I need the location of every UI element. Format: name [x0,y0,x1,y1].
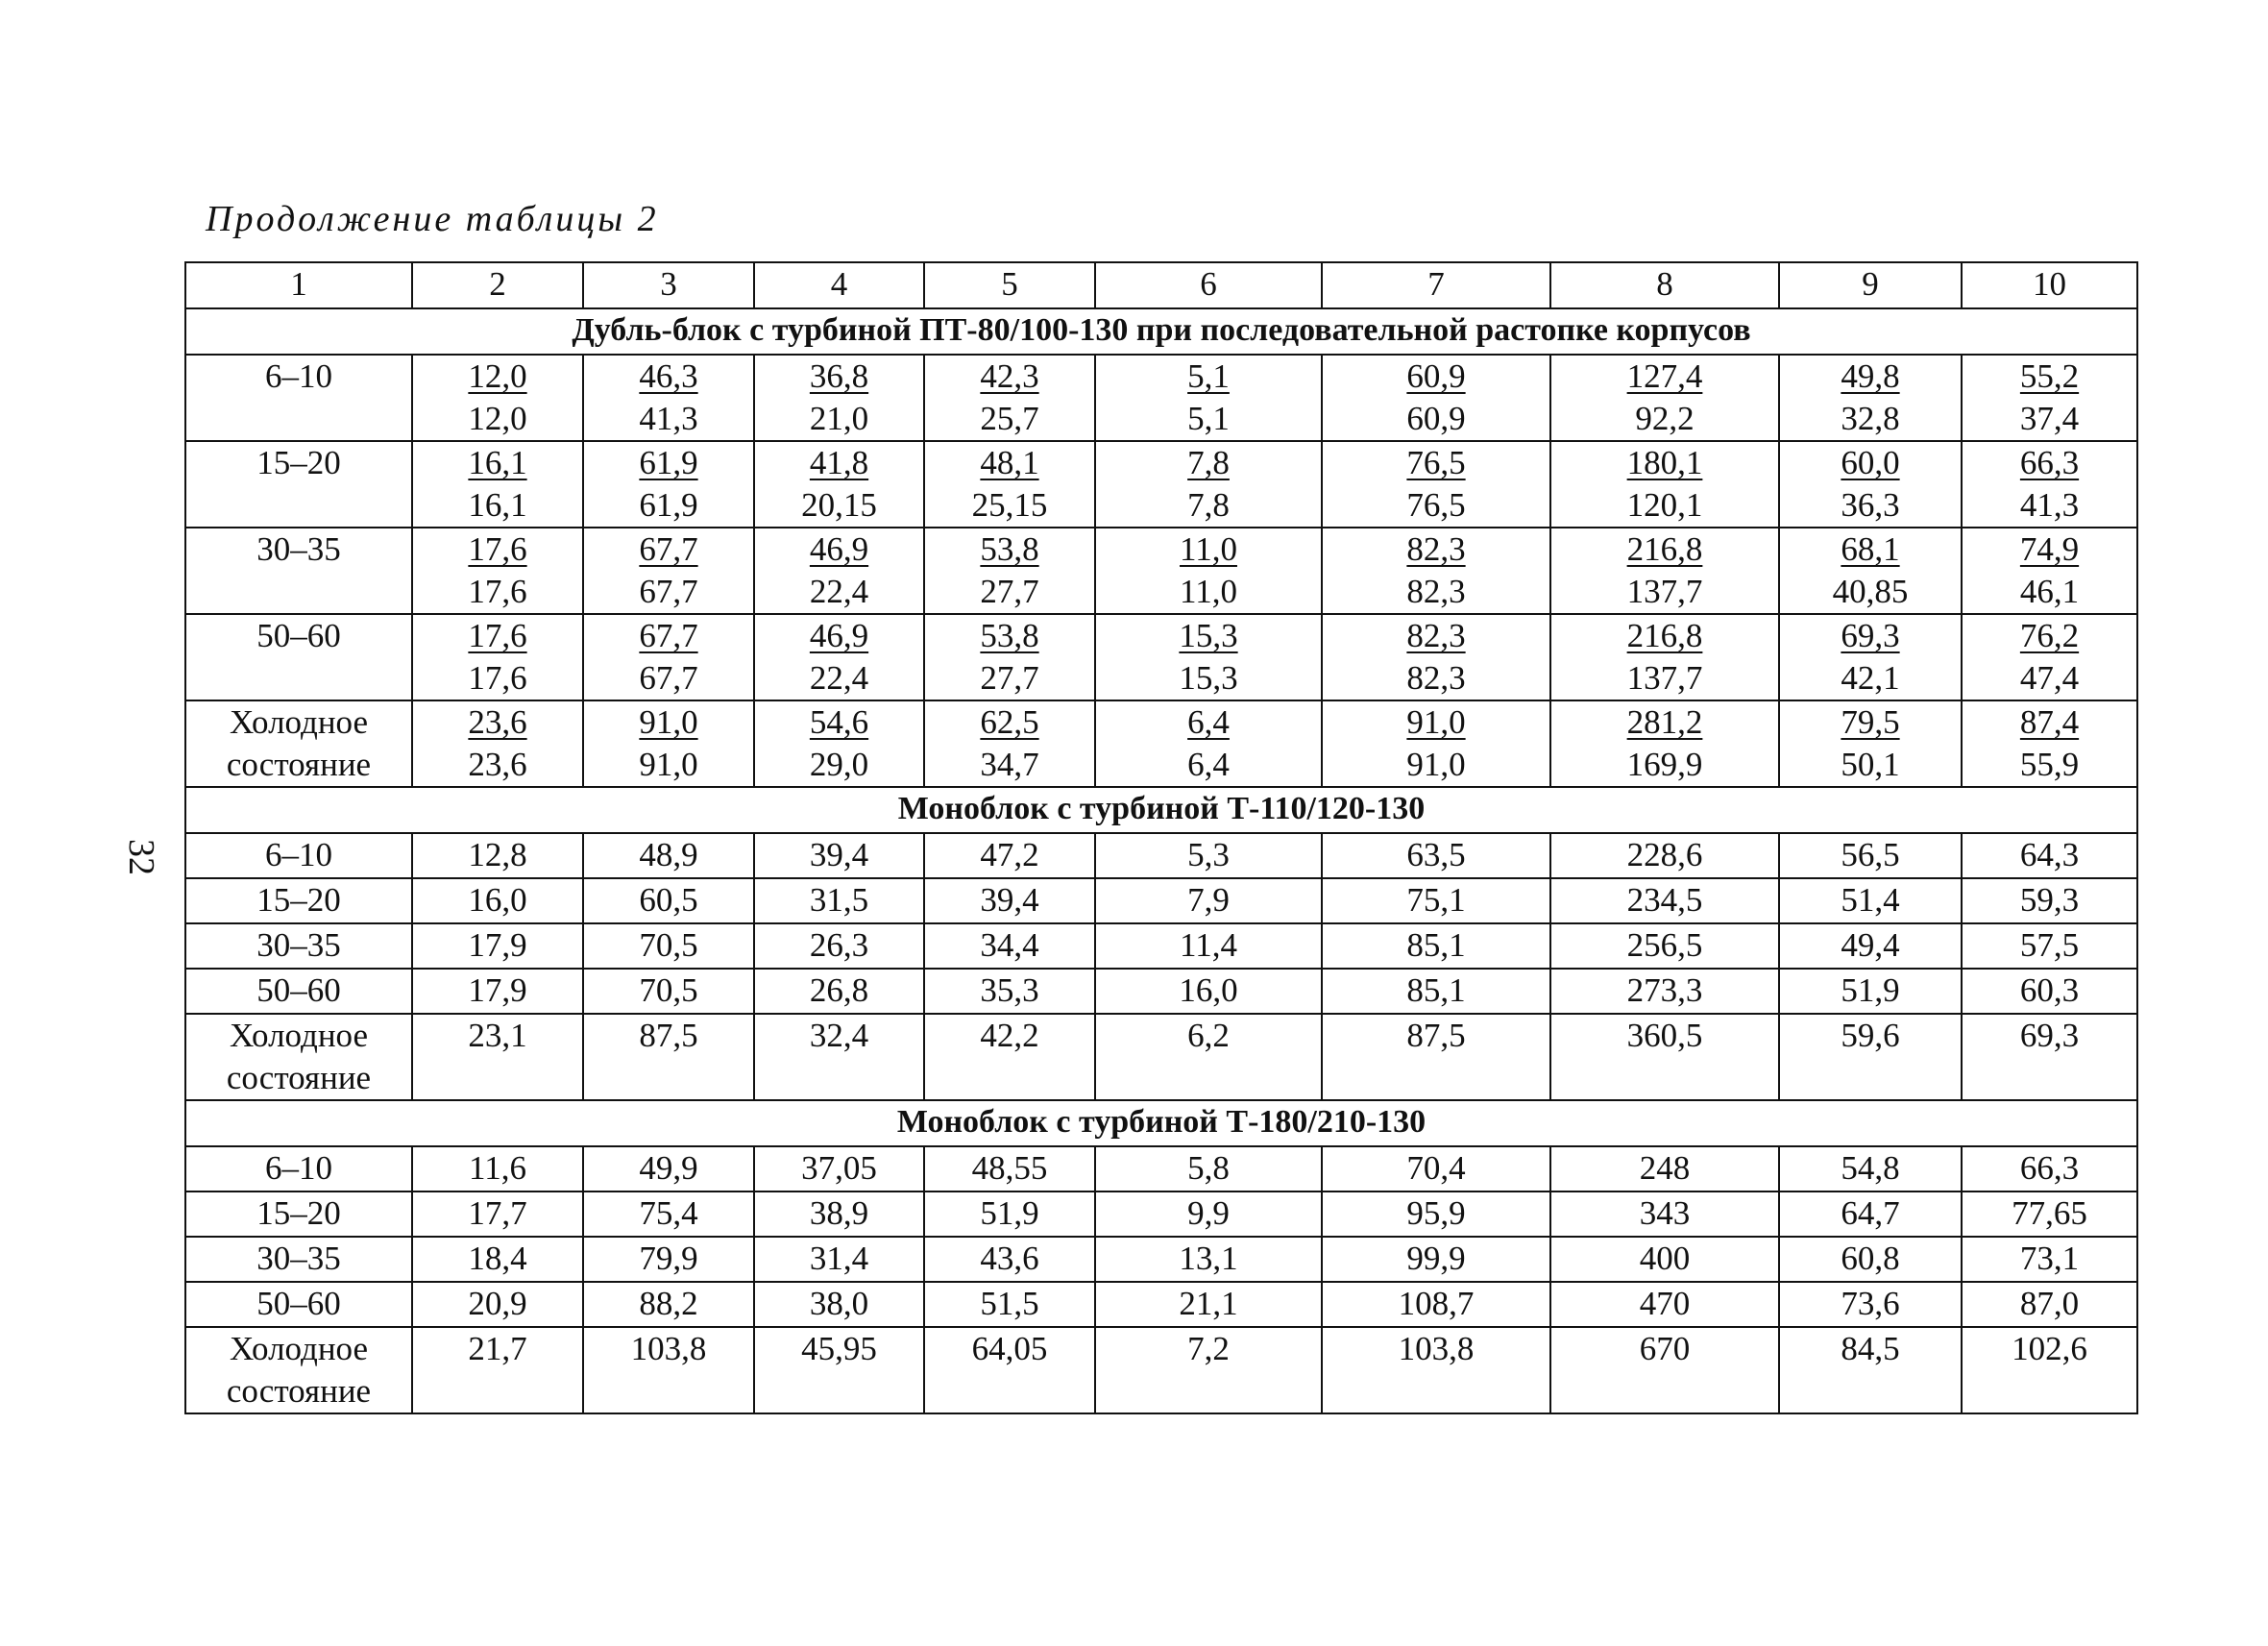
cell-top-value: 67,7 [639,530,698,568]
page-number: 32 [121,839,161,875]
table-body [185,262,2137,1413]
table-cell [1962,614,2137,700]
table-cell [924,700,1095,787]
column-header-2: 2 [412,262,583,308]
table-cell [1779,614,1962,700]
cell-bottom-value: 91,0 [639,746,698,783]
cell-top-value: 281,2 [1626,703,1703,741]
table-cell: 51,9 [924,1192,1095,1237]
table-cell [754,528,924,614]
table-cell [1095,441,1322,528]
table-cell: 39,4 [924,878,1095,923]
cell-bottom-value: 36,3 [1841,486,1900,524]
cell-bottom-value: 137,7 [1626,659,1703,697]
cell-bottom-value: 41,3 [2019,486,2080,524]
table-cell [924,614,1095,700]
row-label-line: 15–20 [256,444,341,481]
section-title: Дубль-блок с турбиной ПТ-80/100-130 при последовательной растопке корпусов [185,308,2137,355]
table-cell [1962,355,2137,441]
table-cell [1322,528,1550,614]
table-cell [1322,700,1550,787]
table-cell: 34,4 [924,923,1095,969]
table-cell [412,355,583,441]
table-cell: 248 [1550,1146,1779,1192]
table-cell: 54,8 [1779,1146,1962,1192]
table-cell: 79,9 [583,1237,754,1282]
table-row [185,1014,2137,1100]
table-cell: 57,5 [1962,923,2137,969]
cell-bottom-value: 27,7 [980,659,1039,697]
row-label-line: состояние [226,746,372,783]
table-cell: 470 [1550,1282,1779,1327]
table-row [185,528,2137,614]
table-cell [1095,528,1322,614]
table-cell: 70,4 [1322,1146,1550,1192]
cell-bottom-value: 120,1 [1626,486,1703,524]
cell-top-value: 11,0 [1180,530,1237,568]
row-label-line: 6–10 [265,1149,332,1187]
row-label-line: 30–35 [256,926,341,964]
row-label [185,1192,412,1237]
cell-top-value: 82,3 [1406,617,1466,654]
cell-bottom-value: 55,9 [2019,746,2080,783]
column-header-8: 8 [1550,262,1779,308]
table-cell [1095,355,1322,441]
table-cell: 103,8 [1322,1327,1550,1413]
cell-top-value: 54,6 [809,703,869,741]
table-cell [754,700,924,787]
table-cell: 26,8 [754,969,924,1014]
row-label [185,441,412,528]
table-cell: 87,0 [1962,1282,2137,1327]
header-row [185,262,2137,308]
table-cell: 45,95 [754,1327,924,1413]
table-cell: 43,6 [924,1237,1095,1282]
table-cell [1550,700,1779,787]
cell-top-value: 53,8 [980,617,1039,654]
table-cell: 5,3 [1095,833,1322,878]
table-cell [754,614,924,700]
column-header-10: 10 [1962,262,2137,308]
row-label-line: 15–20 [256,1194,341,1232]
table-cell: 51,9 [1779,969,1962,1014]
table-cell: 17,9 [412,969,583,1014]
column-header-3: 3 [583,262,754,308]
table-cell: 95,9 [1322,1192,1550,1237]
section-title: Моноблок с турбиной Т-180/210-130 [185,1100,2137,1146]
cell-bottom-value: 67,7 [639,659,698,697]
cell-bottom-value: 12,0 [468,400,527,437]
table-cell [1779,441,1962,528]
table-cell: 5,8 [1095,1146,1322,1192]
table-cell: 32,4 [754,1014,924,1100]
cell-top-value: 61,9 [639,444,698,481]
row-label-line: 50–60 [256,617,341,654]
row-label-line: 30–35 [256,530,341,568]
cell-bottom-value: 67,7 [639,573,698,610]
cell-top-value: 60,0 [1841,444,1900,481]
table-cell: 75,4 [583,1192,754,1237]
cell-bottom-value: 20,15 [801,486,877,524]
section-row [185,787,2137,833]
table-cell: 56,5 [1779,833,1962,878]
table-cell [1322,614,1550,700]
table-cell: 70,5 [583,923,754,969]
table-cell [1962,528,2137,614]
row-label [185,1282,412,1327]
table-cell: 11,6 [412,1146,583,1192]
table-cell: 73,6 [1779,1282,1962,1327]
table-cell: 51,5 [924,1282,1095,1327]
table-cell: 88,2 [583,1282,754,1327]
cell-bottom-value: 50,1 [1841,746,1900,783]
table-row [185,1327,2137,1413]
cell-top-value: 180,1 [1626,444,1703,481]
cell-top-value: 91,0 [1406,703,1466,741]
table-cell: 87,5 [1322,1014,1550,1100]
cell-top-value: 76,5 [1406,444,1466,481]
cell-top-value: 5,1 [1187,357,1230,395]
cell-bottom-value: 34,7 [980,746,1039,783]
cell-top-value: 68,1 [1841,530,1900,568]
table-cell: 13,1 [1095,1237,1322,1282]
table-row [185,833,2137,878]
row-label [185,923,412,969]
table-cell [412,700,583,787]
cell-top-value: 69,3 [1841,617,1900,654]
row-label-line: Холодное [229,703,369,741]
table-row [185,969,2137,1014]
table-row [185,441,2137,528]
table-cell: 360,5 [1550,1014,1779,1100]
cell-bottom-value: 21,0 [809,400,869,437]
cell-bottom-value: 32,8 [1841,400,1900,437]
cell-top-value: 48,1 [980,444,1039,481]
table-cell: 31,5 [754,878,924,923]
cell-bottom-value: 16,1 [468,486,527,524]
table-cell [583,528,754,614]
table-cell: 20,9 [412,1282,583,1327]
section-row [185,308,2137,355]
cell-bottom-value: 37,4 [2019,400,2080,437]
cell-bottom-value: 40,85 [1832,573,1909,610]
cell-top-value: 53,8 [980,530,1039,568]
cell-bottom-value: 22,4 [809,573,869,610]
cell-top-value: 66,3 [2019,444,2080,481]
table-cell: 16,0 [412,878,583,923]
table-cell: 228,6 [1550,833,1779,878]
table-cell [583,614,754,700]
table-cell: 400 [1550,1237,1779,1282]
table-row [185,614,2137,700]
row-label [185,969,412,1014]
table-row [185,1192,2137,1237]
cell-top-value: 87,4 [2019,703,2080,741]
table-cell: 256,5 [1550,923,1779,969]
column-header-5: 5 [924,262,1095,308]
cell-bottom-value: 61,9 [639,486,698,524]
table-cell: 70,5 [583,969,754,1014]
table-cell: 60,3 [1962,969,2137,1014]
table-row [185,700,2137,787]
table-cell: 60,5 [583,878,754,923]
table-cell: 234,5 [1550,878,1779,923]
cell-top-value: 41,8 [809,444,869,481]
table-cell [583,355,754,441]
table-cell [924,528,1095,614]
cell-top-value: 17,6 [468,530,527,568]
table-cell: 11,4 [1095,923,1322,969]
cell-bottom-value: 29,0 [809,746,869,783]
cell-top-value: 46,3 [639,357,698,395]
table-cell: 35,3 [924,969,1095,1014]
table-caption: Продолжение таблицы 2 [206,199,659,239]
cell-bottom-value: 17,6 [468,573,527,610]
cell-top-value: 49,8 [1841,357,1900,395]
cell-top-value: 15,3 [1179,617,1238,654]
cell-bottom-value: 25,15 [971,486,1048,524]
table-cell: 31,4 [754,1237,924,1282]
row-label-line: Холодное [229,1017,369,1054]
table-cell [1962,441,2137,528]
table-cell: 17,7 [412,1192,583,1237]
row-label [185,833,412,878]
row-label-line: состояние [226,1372,372,1410]
table-cell: 59,6 [1779,1014,1962,1100]
cell-top-value: 76,2 [2019,617,2080,654]
table-cell: 69,3 [1962,1014,2137,1100]
column-header-4: 4 [754,262,924,308]
cell-top-value: 23,6 [468,703,527,741]
column-header-9: 9 [1779,262,1962,308]
cell-bottom-value: 15,3 [1179,659,1238,697]
table-cell: 37,05 [754,1146,924,1192]
table-cell: 49,4 [1779,923,1962,969]
row-label-line: состояние [226,1059,372,1096]
table-cell: 77,65 [1962,1192,2137,1237]
column-header-7: 7 [1322,262,1550,308]
row-label [185,528,412,614]
table-cell [1550,614,1779,700]
table-cell: 12,8 [412,833,583,878]
cell-bottom-value: 42,1 [1841,659,1900,697]
cell-bottom-value: 23,6 [468,746,527,783]
cell-top-value: 127,4 [1626,357,1703,395]
table-cell [1550,355,1779,441]
cell-top-value: 46,9 [809,530,869,568]
table-cell [1779,355,1962,441]
cell-bottom-value: 27,7 [980,573,1039,610]
table-cell [1779,528,1962,614]
row-label [185,878,412,923]
table-cell [1322,355,1550,441]
cell-bottom-value: 17,6 [468,659,527,697]
row-label [185,700,412,787]
table-cell [754,355,924,441]
cell-bottom-value: 11,0 [1180,573,1237,610]
row-label-line: 6–10 [265,836,332,873]
cell-bottom-value: 6,4 [1187,746,1230,783]
row-label [185,1146,412,1192]
cell-top-value: 216,8 [1626,617,1703,654]
table-cell: 17,9 [412,923,583,969]
table-cell: 87,5 [583,1014,754,1100]
table-row [185,355,2137,441]
cell-bottom-value: 7,8 [1187,486,1230,524]
table-cell: 21,1 [1095,1282,1322,1327]
cell-top-value: 82,3 [1406,530,1466,568]
table-cell: 6,2 [1095,1014,1322,1100]
table-cell [412,528,583,614]
cell-bottom-value: 91,0 [1406,746,1466,783]
cell-bottom-value: 46,1 [2019,573,2080,610]
cell-top-value: 91,0 [639,703,698,741]
section-row [185,1100,2137,1146]
row-label [185,1327,412,1413]
table-cell [1779,700,1962,787]
table-cell: 7,9 [1095,878,1322,923]
table-cell: 59,3 [1962,878,2137,923]
table-cell [583,441,754,528]
table-cell: 48,55 [924,1146,1095,1192]
cell-bottom-value: 22,4 [809,659,869,697]
cell-bottom-value: 92,2 [1635,400,1695,437]
cell-bottom-value: 41,3 [639,400,698,437]
table-cell [1550,441,1779,528]
table-cell: 85,1 [1322,923,1550,969]
table-cell: 64,3 [1962,833,2137,878]
row-label [185,1014,412,1100]
table-cell: 49,9 [583,1146,754,1192]
row-label [185,355,412,441]
cell-top-value: 79,5 [1841,703,1900,741]
table-cell: 273,3 [1550,969,1779,1014]
cell-top-value: 7,8 [1187,444,1230,481]
cell-bottom-value: 82,3 [1406,573,1466,610]
cell-top-value: 46,9 [809,617,869,654]
cell-top-value: 67,7 [639,617,698,654]
table-cell: 42,2 [924,1014,1095,1100]
table-cell: 343 [1550,1192,1779,1237]
table-cell: 85,1 [1322,969,1550,1014]
table-row [185,1146,2137,1192]
row-label-line: 6–10 [265,357,332,395]
table-row [185,1237,2137,1282]
table-cell [583,700,754,787]
table-cell: 75,1 [1322,878,1550,923]
table-cell: 60,8 [1779,1237,1962,1282]
row-label-line: 30–35 [256,1240,341,1277]
table-cell: 7,2 [1095,1327,1322,1413]
cell-top-value: 6,4 [1187,703,1230,741]
table-cell: 103,8 [583,1327,754,1413]
cell-top-value: 17,6 [468,617,527,654]
table-cell: 99,9 [1322,1237,1550,1282]
table-cell: 38,9 [754,1192,924,1237]
table-cell [412,441,583,528]
column-header-1: 1 [185,262,412,308]
cell-bottom-value: 60,9 [1406,400,1466,437]
table-cell: 23,1 [412,1014,583,1100]
table-cell [1095,700,1322,787]
section-title: Моноблок с турбиной Т-110/120-130 [185,787,2137,833]
table-cell: 51,4 [1779,878,1962,923]
cell-top-value: 16,1 [468,444,527,481]
cell-top-value: 74,9 [2019,530,2080,568]
cell-top-value: 55,2 [2019,357,2080,395]
cell-top-value: 36,8 [809,357,869,395]
table-row [185,1282,2137,1327]
table-cell: 21,7 [412,1327,583,1413]
cell-top-value: 12,0 [468,357,527,395]
table-cell: 64,05 [924,1327,1095,1413]
table-cell: 16,0 [1095,969,1322,1014]
table-cell: 64,7 [1779,1192,1962,1237]
row-label-line: Холодное [229,1330,369,1367]
table-cell: 26,3 [754,923,924,969]
cell-bottom-value: 169,9 [1626,746,1703,783]
table-row [185,923,2137,969]
cell-bottom-value: 25,7 [980,400,1039,437]
table-cell [924,355,1095,441]
table-cell: 48,9 [583,833,754,878]
table-cell [754,441,924,528]
table-cell [924,441,1095,528]
table-cell [1962,700,2137,787]
table-cell: 63,5 [1322,833,1550,878]
table-cell [1095,614,1322,700]
table-cell [412,614,583,700]
table-cell: 108,7 [1322,1282,1550,1327]
cell-bottom-value: 47,4 [2019,659,2080,697]
table-cell: 38,0 [754,1282,924,1327]
cell-bottom-value: 76,5 [1406,486,1466,524]
cell-bottom-value: 5,1 [1187,400,1230,437]
cell-top-value: 60,9 [1406,357,1466,395]
table-row [185,878,2137,923]
data-table [184,261,2138,1414]
cell-top-value: 216,8 [1626,530,1703,568]
cell-top-value: 42,3 [980,357,1039,395]
table-cell: 73,1 [1962,1237,2137,1282]
row-label [185,1237,412,1282]
row-label-line: 50–60 [256,1285,341,1322]
table-cell: 66,3 [1962,1146,2137,1192]
table-cell [1550,528,1779,614]
row-label [185,614,412,700]
cell-bottom-value: 137,7 [1626,573,1703,610]
row-label-line: 50–60 [256,971,341,1009]
table-cell: 670 [1550,1327,1779,1413]
table-cell [1322,441,1550,528]
table-cell: 102,6 [1962,1327,2137,1413]
cell-bottom-value: 82,3 [1406,659,1466,697]
row-label-line: 15–20 [256,881,341,919]
table-cell: 47,2 [924,833,1095,878]
table-cell: 39,4 [754,833,924,878]
cell-top-value: 62,5 [980,703,1039,741]
table-cell: 84,5 [1779,1327,1962,1413]
column-header-6: 6 [1095,262,1322,308]
table-cell: 9,9 [1095,1192,1322,1237]
table-cell: 18,4 [412,1237,583,1282]
